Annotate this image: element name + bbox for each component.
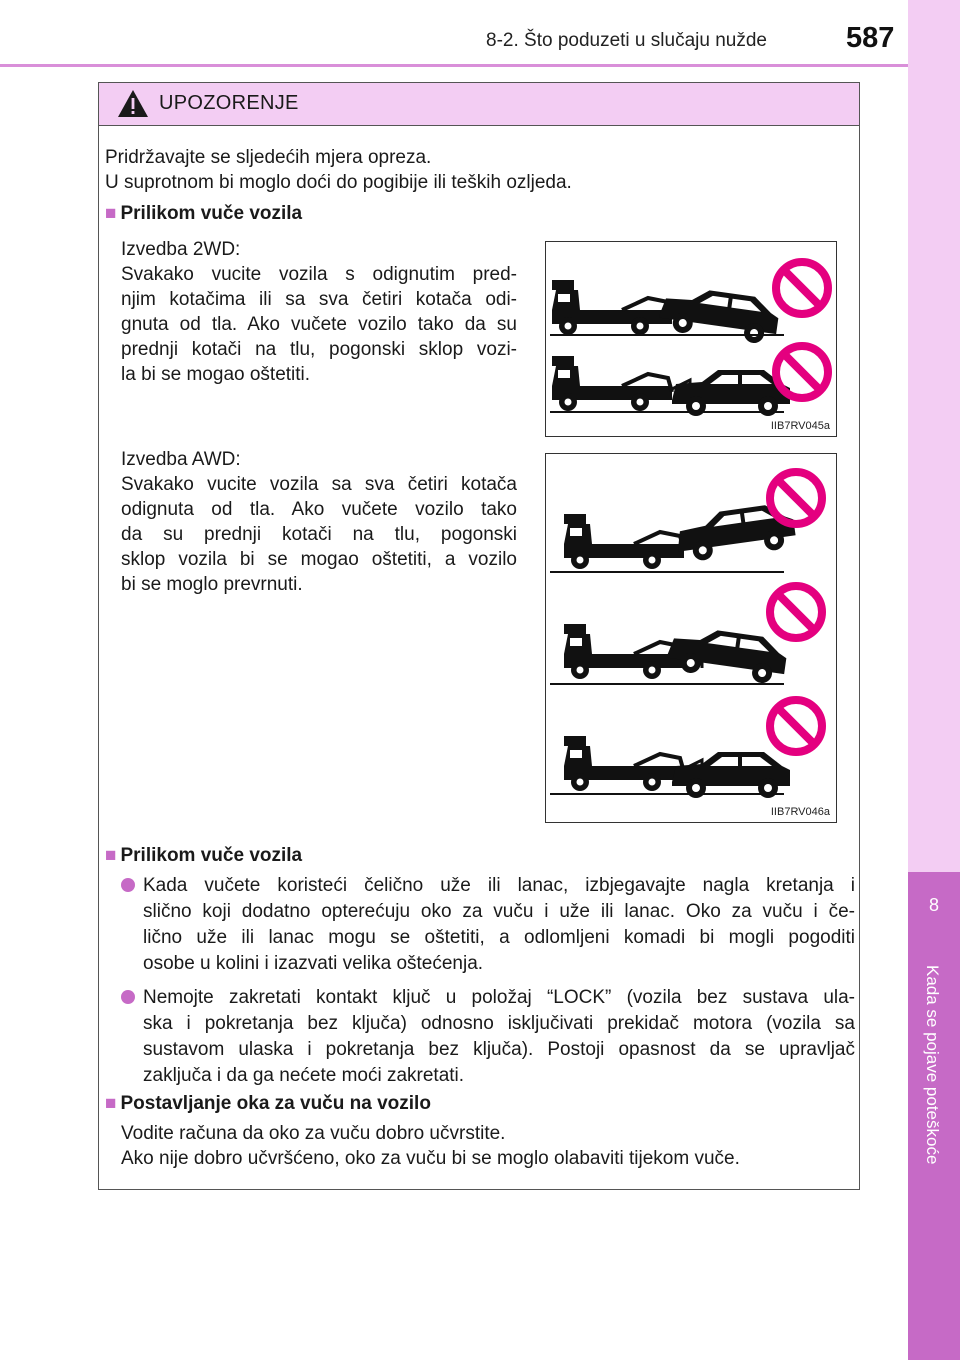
variant-line: prednji kotači na tlu, pogonski sklop vozi- [121, 339, 517, 360]
warning-intro [105, 145, 572, 195]
variant-line: bi se moglo prevrnuti. [121, 574, 303, 595]
image-code: IIB7RV046a [770, 806, 830, 818]
variant-line: Svakako vucite vozila sa sva četiri kotača [121, 474, 517, 495]
round-bullet-icon [121, 990, 135, 1004]
warning-triangle-icon [117, 89, 149, 118]
square-bullet-icon: ■ [105, 203, 117, 224]
section-heading [105, 201, 302, 226]
variant-line: da su prednji kotači na tlu, pogonski [121, 524, 517, 545]
bullet-line: slično koji dodatno opterećuju oko za vuču i uže ili lanac. Oko za vuču i če- [143, 901, 855, 922]
variant-line: Svakako vucite vozila s odignutim pred- [121, 264, 517, 285]
image-code: IIB7RV045a [770, 420, 830, 432]
bullet-line: Nemojte zakretati kontakt ključ u položaj “LOCK” (vozila bez sustava ula- [143, 987, 855, 1008]
chapter-label: Kada se pojave poteškoće [923, 965, 942, 1165]
intro-line: Pridržavajte se sljedećih mjera opreza. [105, 147, 432, 168]
variant-line: Izvedba 2WD: [121, 239, 241, 260]
side-tab-upper [908, 0, 960, 872]
body-line: Ako nije dobro učvršćeno, oko za vuču bi se moglo olabaviti tijekom vuče. [121, 1148, 740, 1169]
variant-line: njim kotačima ili sa sva četiri kotača odi- [121, 289, 517, 310]
variant-line: la bi se mogao oštetiti. [121, 364, 311, 385]
variant-line: gnuta od tla. Ako vučete vozilo tako da su [121, 314, 517, 335]
header-divider [0, 64, 908, 67]
section-title: 8-2. Što poduzeti u slučaju nužde [486, 30, 767, 51]
towing-illustration-awd [545, 453, 837, 823]
towing-illustration-2wd [545, 241, 837, 437]
variant-line: sklop vozila bi se mogao oštetiti, a vozilo [121, 549, 517, 570]
section-heading-text: Prilikom vuče vozila [120, 845, 303, 866]
intro-line: U suprotnom bi moglo doći do pogibije ili teških ozljeda. [105, 172, 572, 193]
bullet-line: Kada vučete koristeći čelično uže ili lanac, izbjegavajte nagla kretanja i [143, 875, 855, 896]
bullet-line: zaključa i da ga nećete moći zakretati. [143, 1065, 465, 1086]
section-body [121, 1121, 740, 1171]
warning-header [99, 83, 859, 126]
bullet-line: ska i pokretanja bez ključa) odnosno isključivati prekidač motora (vozila sa [143, 1013, 855, 1034]
bullet-item [121, 873, 855, 977]
square-bullet-icon: ■ [105, 1093, 117, 1114]
bullet-line: sustavom ulaska i pokretanja bez ključa). Postoji opasnost da se upravljač [143, 1039, 855, 1060]
chapter-number: 8 [928, 895, 939, 915]
variant-line: odignuta od tla. Ako vučete vozilo tako [121, 499, 517, 520]
section-heading [105, 1091, 431, 1116]
page-number: 587 [846, 22, 895, 54]
section-heading-text: Prilikom vuče vozila [120, 203, 303, 224]
prohibited-towing-methods-2wd [546, 242, 836, 436]
section-heading [105, 843, 302, 868]
variant-line: Izvedba AWD: [121, 449, 241, 470]
variant-2wd-text [121, 237, 517, 387]
variant-awd-text [121, 447, 517, 597]
warning-title: UPOZORENJE [159, 92, 299, 114]
warning-box [98, 82, 860, 1190]
body-line: Vodite računa da oko za vuču dobro učvrstite. [121, 1123, 506, 1144]
round-bullet-icon [121, 878, 135, 892]
prohibited-towing-methods-awd [546, 454, 836, 822]
bullet-item [121, 985, 855, 1089]
bullet-line: osobe u kolini i izazvati velika oštećenja. [143, 953, 484, 974]
bullet-line: lično uže ili lanac mogu se oštetiti, a odlomljeni komadi bi mogli pogoditi [143, 927, 855, 948]
section-heading-text: Postavljanje oka za vuču na vozilo [120, 1093, 431, 1114]
square-bullet-icon: ■ [105, 845, 117, 866]
